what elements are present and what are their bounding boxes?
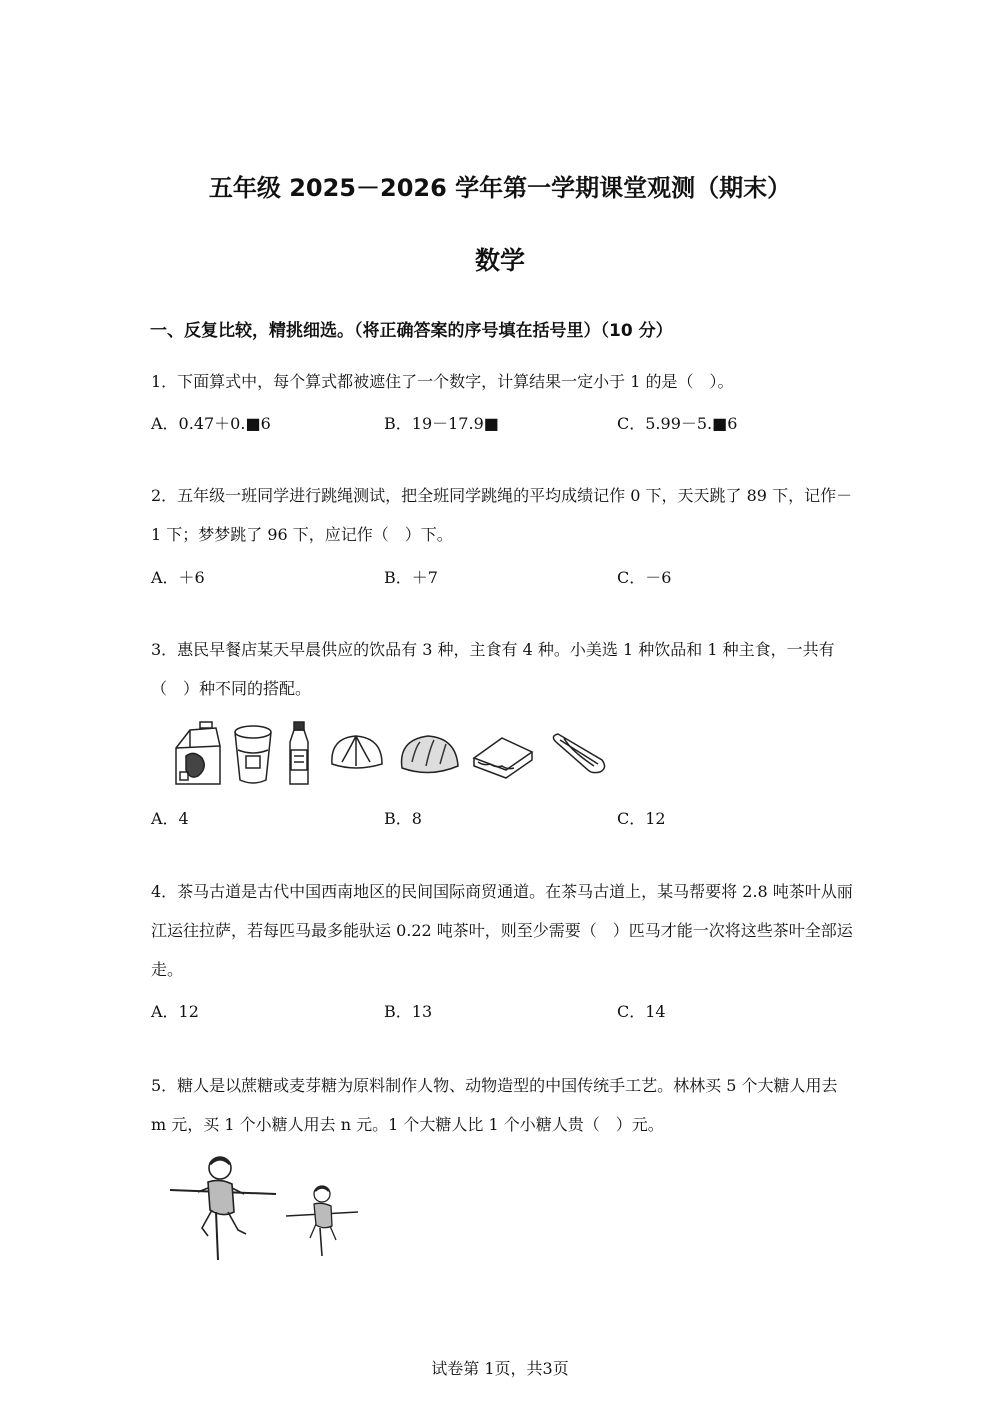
question-1: 1．下面算式中，每个算式都被遮住了一个数字，计算结果一定小于 1 的是（ ）。 bbox=[151, 372, 734, 391]
subject-title: 数学 bbox=[474, 246, 525, 275]
cup-icon bbox=[235, 726, 271, 783]
bread-icon bbox=[402, 736, 458, 773]
section-heading: 一、反复比较，精挑细选。（将正确答案的序号填在括号里）（10 分） bbox=[150, 321, 673, 341]
page-footer: 试卷第 1页，共3页 bbox=[431, 1359, 569, 1378]
q3-option-c: C．12 bbox=[617, 809, 666, 828]
page-title: 五年级 2025－2026 学年第一学期课堂观测（期末） bbox=[208, 174, 792, 202]
q2-option-c: C．－6 bbox=[617, 568, 672, 587]
q2-option-a: A．＋6 bbox=[151, 568, 205, 587]
small-sugar-figure-icon bbox=[286, 1186, 358, 1256]
sugar-figures-image bbox=[168, 1152, 363, 1262]
q1-option-b: B．19－17.9■ bbox=[384, 414, 499, 433]
big-sugar-figure-icon bbox=[170, 1157, 276, 1260]
q2-option-b: B．＋7 bbox=[384, 568, 438, 587]
q3-option-a: A．4 bbox=[151, 809, 189, 828]
breakfast-images bbox=[170, 720, 610, 790]
question-5: 5．糖人是以蔗糖或麦芽糖为原料制作人物、动物造型的中国传统手工艺。林林买 5 个大糖人用去 m 元，买 1 个小糖人用去 n 元。1 个大糖人比 1 个小糖人贵（ ）元。 bbox=[151, 1076, 838, 1134]
steamed-bun-icon bbox=[332, 736, 382, 768]
q4-option-c: C．14 bbox=[617, 1002, 666, 1021]
q1-option-a: A．0.47＋0.■6 bbox=[151, 414, 271, 433]
q3-option-b: B．8 bbox=[384, 809, 422, 828]
q4-option-a: A．12 bbox=[151, 1002, 199, 1021]
milk-carton-icon bbox=[176, 722, 220, 784]
q4-option-b: B．13 bbox=[384, 1002, 433, 1021]
question-2: 2．五年级一班同学进行跳绳测试，把全班同学跳绳的平均成绩记作 0 下，天天跳了 89 下，记作－1 下；梦梦跳了 96 下，应记作（ ）下。 bbox=[151, 486, 853, 544]
question-4: 4．茶马古道是古代中国西南地区的民间国际商贸通道。在茶马古道上，某马帮要将 2.8 吨茶叶从丽江运往拉萨，若每匹马最多能驮运 0.22 吨茶叶，则至少需要（ ）匹马才能一次将这些茶叶全部运走。 bbox=[151, 882, 853, 979]
q1-option-c: C．5.99－5.■6 bbox=[617, 414, 738, 433]
bottle-icon bbox=[290, 722, 308, 784]
sandwich-icon bbox=[474, 738, 532, 778]
question-3: 3．惠民早餐店某天早晨供应的饮品有 3 种，主食有 4 种。小美选 1 种饮品和 1 种主食，一共有（ ）种不同的搭配。 bbox=[151, 640, 835, 698]
hotdog-icon bbox=[553, 734, 604, 773]
